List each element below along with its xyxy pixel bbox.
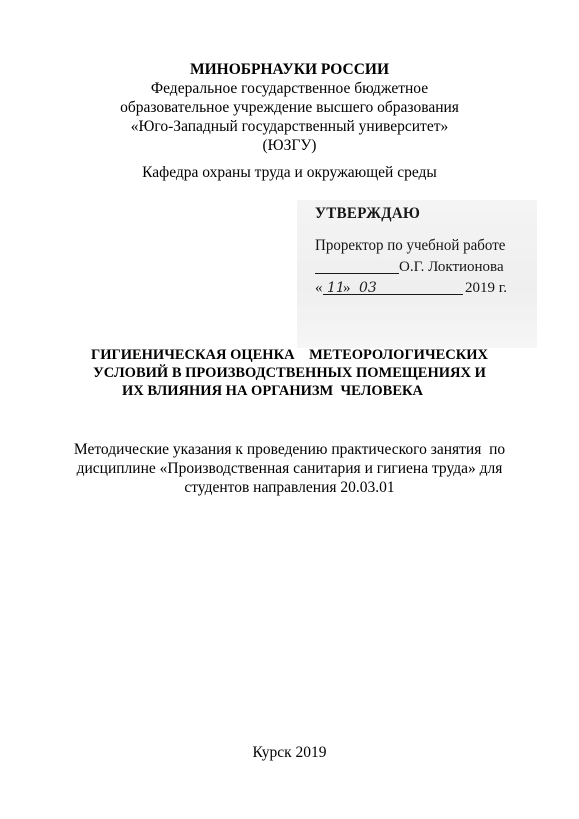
approval-stamp xyxy=(297,200,537,348)
description-line-3: студентов направления 20.03.01 xyxy=(184,479,395,496)
description-line-2: дисциплине «Производственная санитария и гигиена труда» для xyxy=(76,460,503,477)
institution-line-3: «Юго-Западный государственный университет» xyxy=(130,118,449,135)
department-name: Кафедра охраны труда и окружающей среды xyxy=(142,164,437,181)
title-line-1: ГИГИЕНИЧЕСКАЯ ОЦЕНКА МЕТЕОРОЛОГИЧЕСКИХ xyxy=(90,347,489,363)
institution-abbreviation: (ЮЗГУ) xyxy=(262,137,317,154)
document-description xyxy=(0,440,579,497)
document-title xyxy=(0,346,579,400)
signature-underline xyxy=(315,273,399,274)
ministry-name: МИНОБРНАУКИ РОССИИ xyxy=(189,61,390,78)
approver-name: О.Г. Локтионова xyxy=(399,259,504,275)
approval-heading: УТВЕРЖДАЮ xyxy=(315,205,421,223)
title-line-2: УСЛОВИЙ В ПРОИЗВОДСТВЕННЫХ ПОМЕЩЕНИЯХ И xyxy=(93,365,486,381)
approver-position: Проректор по учебной работе xyxy=(315,237,506,255)
date-day-handwritten: 11 xyxy=(327,280,345,296)
date-year: 2019 г. xyxy=(465,280,507,296)
description-line-1: Методические указания к проведению практического занятия по xyxy=(73,441,506,458)
institution-line-1: Федеральное государственное бюджетное xyxy=(150,80,429,97)
institution-header xyxy=(0,60,579,155)
date-quote-close: » xyxy=(343,280,351,296)
signature-line xyxy=(315,258,515,276)
approval-date xyxy=(315,277,515,297)
date-month-handwritten: 03 xyxy=(359,280,377,296)
date-quote-open: « xyxy=(315,280,323,296)
institution-line-2: образовательное учреждение высшего образования xyxy=(120,99,459,116)
title-line-3: ИХ ВЛИЯНИЯ НА ОРГАНИЗМ ЧЕЛОВЕКА xyxy=(121,383,423,399)
city-year: Курск 2019 xyxy=(252,744,327,761)
